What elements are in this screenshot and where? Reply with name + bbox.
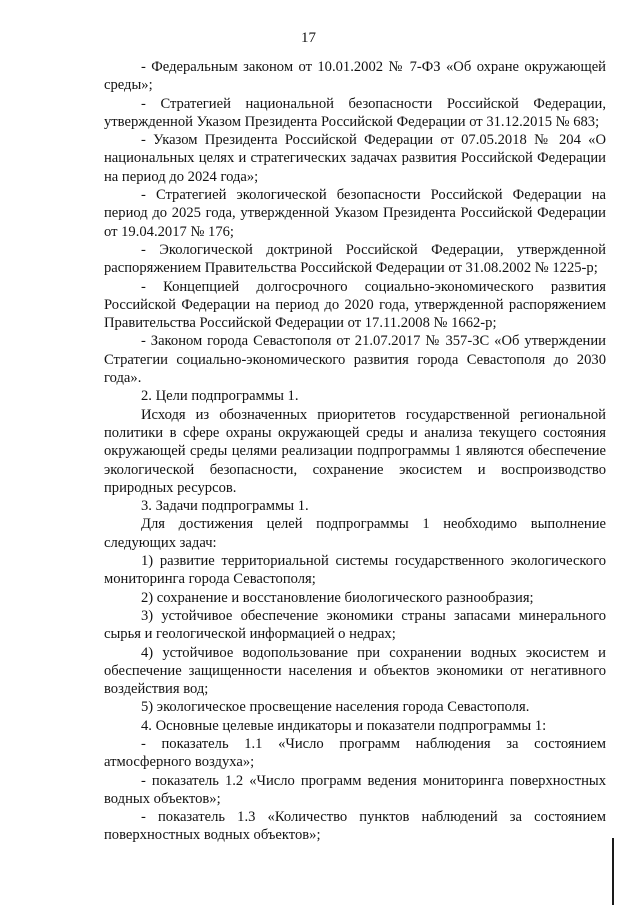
legal-basis-ecological-security-strategy: - Стратегией экологической безопасности Российской Федерации на период до 2025 года, утвержденной Указом Президента Российской Федерации от 19.04.2017 № 176; (104, 187, 606, 240)
indicator-1-2: - показатель 1.2 «Число программ ведения мониторинга поверхностных водных объектов»; (104, 772, 606, 807)
legal-basis-federal-law: - Федеральным законом от 10.01.2002 № 7-ФЗ «Об охране окружающей среды»; (104, 59, 606, 94)
task-item-2: 2) сохранение и восстановление биологического разнообразия; (141, 589, 534, 606)
page-number: 17 (301, 30, 316, 46)
document-body (104, 58, 606, 845)
task-item-5: 5) экологическое просвещение населения города Севастополя. (141, 699, 530, 716)
tasks-intro: Для достижения целей подпрограммы 1 необходимо выполнение следующих задач: (104, 516, 606, 551)
indicator-1-1: - показатель 1.1 «Число программ наблюдения за состоянием атмосферного воздуха»; (104, 735, 606, 771)
legal-basis-national-security-strategy: - Стратегией национальной безопасности Российской Федерации, утвержденной Указом Президента Российской Федерации от 31.12.2015 № 683; (104, 95, 606, 130)
task-item-4: 4) устойчивое водопользование при сохранении водных экосистем и обеспечение защищенности населения и объектов экономики от негативного воздействия вод; (104, 644, 606, 698)
legal-basis-ecological-doctrine: - Экологической доктриной Российской Федерации, утвержденной распоряжением Правительства Российской Федерации от 31.08.2002 № 1225-р; (104, 241, 606, 277)
section-heading-goals: 2. Цели подпрограммы 1. (141, 388, 299, 405)
scan-margin-line (612, 838, 614, 905)
legal-basis-development-concept: - Концепцией долгосрочного социально-экономического развития Российской Федерации на период до 2020 года, утвержденной распоряжением Правительства Российской Федерации от 17.11.2008 № 1662-р; (104, 278, 606, 332)
legal-basis-sevastopol-law: - Законом города Севастополя от 21.07.2017 № 357-ЗС «Об утверждении Стратегии социально-экономического развития города Севастополя до 2030 года». (104, 333, 606, 387)
task-item-3: 3) устойчивое обеспечение экономики страны запасами минерального сырья и геологической информацией о недрах; (104, 607, 606, 643)
section-heading-tasks: 3. Задачи подпрограммы 1. (141, 498, 309, 515)
task-item-1: 1) развитие территориальной системы государственного экологического мониторинга города Севастополя; (104, 553, 606, 588)
goals-paragraph: Исходя из обозначенных приоритетов государственной региональной политики в сфере охраны окружающей среды и анализа текущего состояния окружающей среды целями реализации подпрограммы 1 являются обеспечение экологической безопасности, сохранение экосистем и воспроизводство природных ресурсов. (104, 406, 606, 496)
indicator-1-3: - показатель 1.3 «Количество пунктов наблюдений за состоянием поверхностных водных объектов»; (104, 809, 606, 844)
legal-basis-presidential-decree: - Указом Президента Российской Федерации от 07.05.2018 № 204 «О национальных целях и стратегических задачах развития Российской Федерации на период до 2024 года»; (104, 132, 606, 185)
section-heading-indicators: 4. Основные целевые индикаторы и показатели подпрограммы 1: (141, 717, 547, 734)
